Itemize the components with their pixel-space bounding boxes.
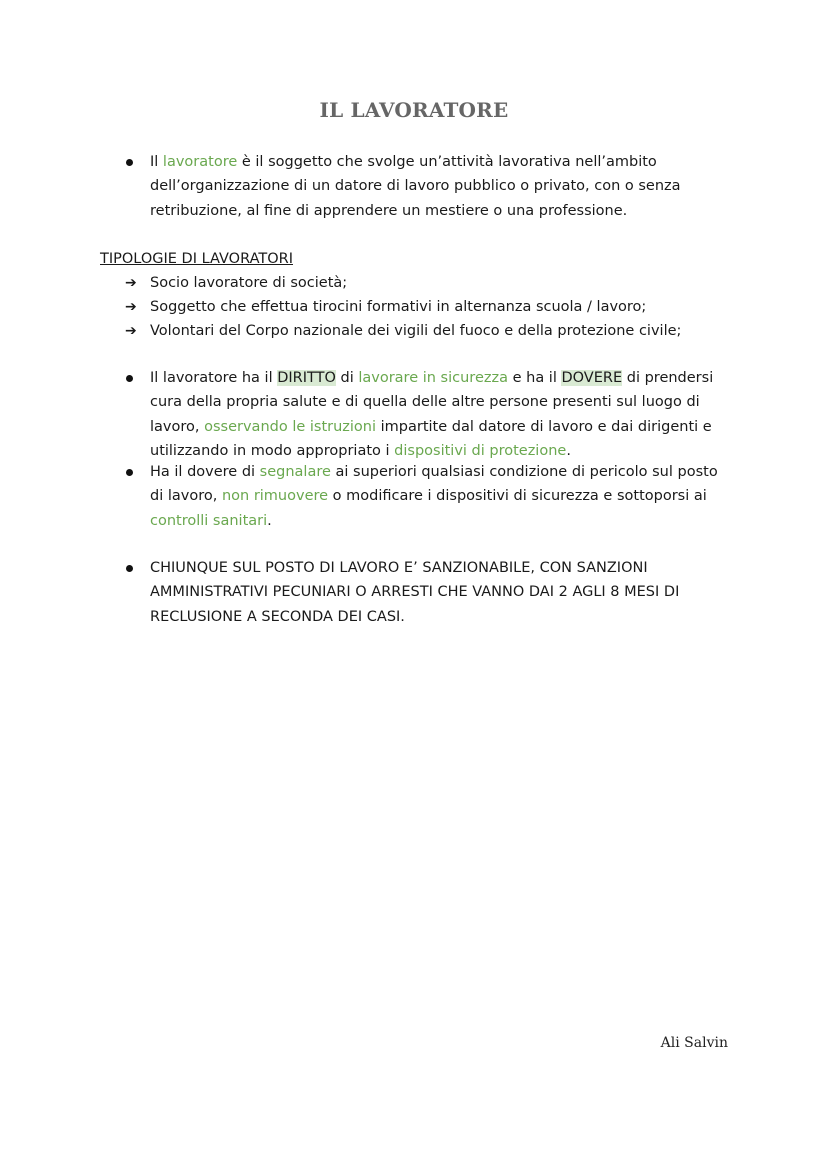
text: . (267, 512, 272, 529)
doveri-line-2 (150, 484, 740, 508)
text: . (566, 442, 571, 459)
text: ai superiori qualsiasi condizione di pericolo sul posto (330, 464, 718, 480)
intro-line-2: dell’organizzazione di un datore di lavoro pubblico o privato, con o senza (150, 178, 681, 195)
arrow-right-icon: ➔ (125, 323, 137, 339)
sanzioni-line-3: RECLUSIONE A SECONDA DEI CASI. (150, 608, 405, 625)
bullet-dot (126, 469, 133, 476)
intro-line-3: retribuzione, al fine di apprendere un mestiere o una professione. (150, 202, 628, 219)
green-term: non rimuovere (221, 488, 329, 505)
text: Il (150, 154, 163, 170)
sanzioni-bullet (150, 556, 740, 629)
text: e ha il (507, 370, 562, 386)
author-signature: Ali Salvin (660, 1035, 728, 1051)
diritti-line-1 (150, 366, 740, 390)
bullet-dot (126, 565, 133, 572)
page-title: IL LAVORATORE (319, 98, 509, 122)
bullet-dot (126, 159, 133, 166)
text: Ha il dovere di (150, 464, 260, 480)
doveri-line-3 (150, 509, 740, 533)
text: di (335, 370, 359, 386)
text: impartite dal datore di lavoro e dai dirigenti e (376, 418, 712, 435)
intro-bullet (150, 150, 740, 223)
list-item-text: Socio lavoratore di società; (150, 275, 348, 291)
text: di lavoro, (150, 488, 222, 505)
green-term: lavorare in sicurezza (358, 370, 508, 386)
text: Il lavoratore ha il (150, 370, 278, 386)
arrow-right-icon: ➔ (125, 275, 137, 291)
sanzioni-line-2: AMMINISTRATIVI PECUNIARI O ARRESTI CHE VANNO DAI 2 AGLI 8 MESI DI (150, 584, 680, 601)
highlight-dovere: DOVERE (561, 370, 623, 386)
doveri-bullet (150, 460, 740, 533)
section-heading-tipologie: TIPOLOGIE DI LAVORATORI (100, 251, 293, 267)
text: è il soggetto che svolge un’attività lavorativa nell’ambito (237, 154, 657, 170)
green-term: controlli sanitari (150, 512, 268, 529)
highlight-diritto: DIRITTO (277, 370, 336, 386)
diritti-line-3 (150, 415, 740, 439)
diritti-bullet (150, 366, 740, 463)
diritti-line-2: cura della propria salute e di quella delle altre persone presenti sul luogo di (150, 394, 700, 411)
green-term: dispositivi di protezione (394, 442, 567, 459)
text: utilizzando in modo appropriato i (150, 442, 395, 459)
list-item (125, 271, 348, 295)
bullet-dot (126, 375, 133, 382)
intro-line-1 (150, 150, 740, 174)
green-term: lavoratore (162, 154, 238, 170)
doveri-line-1 (150, 460, 740, 484)
arrow-right-icon: ➔ (125, 299, 137, 315)
list-item-text: Volontari del Corpo nazionale dei vigili del fuoco e della protezione civile; (150, 323, 682, 339)
sanzioni-line-1: CHIUNQUE SUL POSTO DI LAVORO E’ SANZIONABILE, CON SANZIONI (150, 560, 648, 576)
list-item (125, 319, 682, 343)
text: o modificare i dispositivi di sicurezza e sottoporsi ai (328, 488, 707, 505)
text: di prendersi (622, 370, 714, 386)
green-term: segnalare (259, 464, 331, 480)
green-term: osservando le istruzioni (204, 418, 377, 435)
list-item (125, 295, 647, 319)
list-item-text: Soggetto che effettua tirocini formativi in alternanza scuola / lavoro; (150, 299, 647, 315)
text: lavoro, (150, 418, 205, 435)
